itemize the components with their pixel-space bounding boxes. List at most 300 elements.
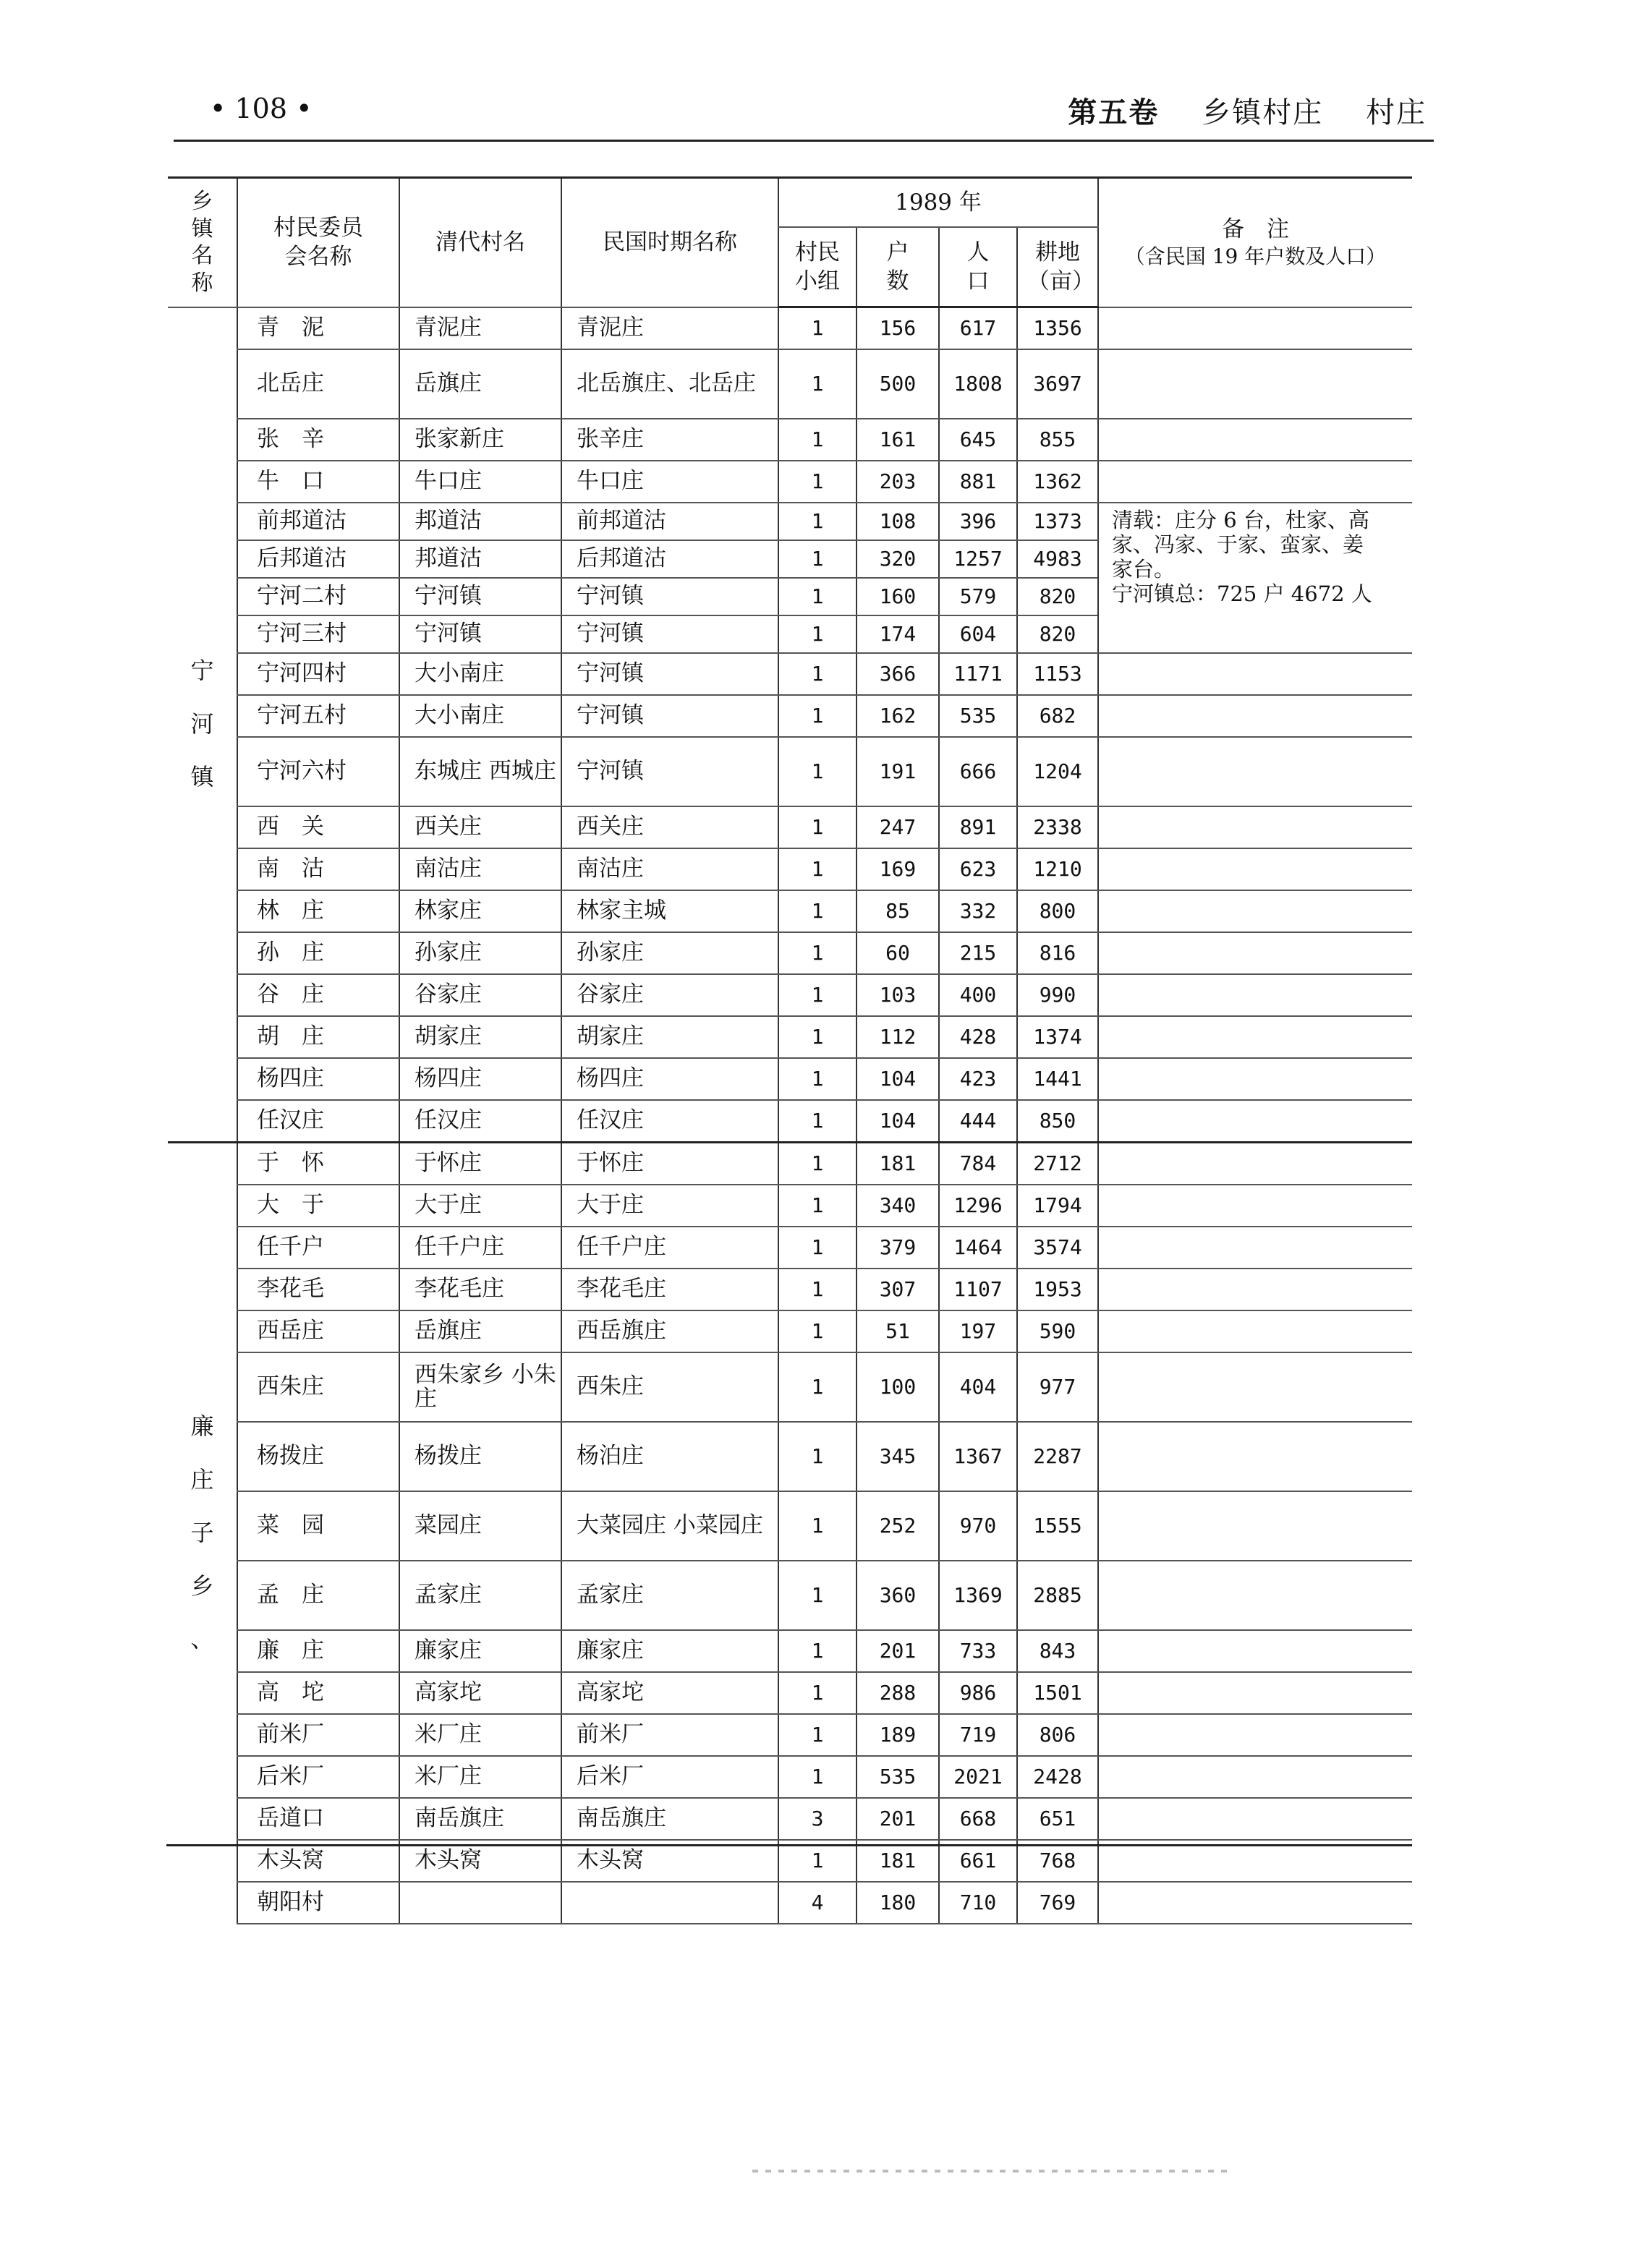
qing-name-cell: 孟家庄 bbox=[399, 1561, 561, 1630]
republic-name-cell: 西岳旗庄 bbox=[561, 1310, 778, 1352]
note-line: 家、冯家、于家、蛮家、姜 bbox=[1112, 532, 1364, 557]
households-cell: 161 bbox=[856, 419, 939, 461]
farmland-cell: 1362 bbox=[1017, 461, 1098, 503]
republic-name-cell: 孟家庄 bbox=[561, 1561, 778, 1630]
notes-cell bbox=[1098, 695, 1412, 737]
header-farmland bbox=[1017, 227, 1098, 307]
population-cell: 604 bbox=[939, 615, 1017, 653]
farmland-cell: 2338 bbox=[1017, 806, 1098, 848]
farmland-cell: 1794 bbox=[1017, 1185, 1098, 1227]
notes-cell bbox=[1098, 1227, 1412, 1269]
households-cell: 112 bbox=[856, 1016, 939, 1058]
qing-name-cell: 廉家庄 bbox=[399, 1630, 561, 1672]
notes-cell bbox=[1098, 653, 1412, 695]
farmland-cell: 1555 bbox=[1017, 1491, 1098, 1561]
groups-cell: 1 bbox=[778, 419, 856, 461]
notes-cell bbox=[1098, 1714, 1412, 1756]
republic-name-cell: 大菜园庄 小菜园庄 bbox=[561, 1491, 778, 1561]
table-row bbox=[168, 1630, 1412, 1672]
households-cell: 379 bbox=[856, 1227, 939, 1269]
qing-name-cell: 杨拨庄 bbox=[399, 1422, 561, 1491]
table-row bbox=[168, 1352, 1412, 1422]
farmland-cell: 2712 bbox=[1017, 1142, 1098, 1185]
qing-name-cell: 邦道沽 bbox=[399, 503, 561, 540]
header-year: 1989 年 bbox=[778, 178, 1098, 228]
note-line: 宁河镇总：725 户 4672 人 bbox=[1112, 581, 1372, 607]
farmland-cell: 843 bbox=[1017, 1630, 1098, 1672]
village-committee-cell: 宁河四村 bbox=[237, 653, 399, 695]
households-cell: 288 bbox=[856, 1672, 939, 1714]
township-name bbox=[168, 307, 237, 1143]
qing-name-cell: 米厂庄 bbox=[399, 1714, 561, 1756]
farmland-cell: 977 bbox=[1017, 1352, 1098, 1422]
village-committee-cell: 后米厂 bbox=[237, 1756, 399, 1798]
table-row bbox=[168, 307, 1412, 349]
qing-name-cell: 木头窝 bbox=[399, 1840, 561, 1882]
groups-cell: 1 bbox=[778, 848, 856, 890]
table-row bbox=[168, 974, 1412, 1016]
qing-name-cell: 任汉庄 bbox=[399, 1100, 561, 1143]
population-cell: 404 bbox=[939, 1352, 1017, 1422]
running-header bbox=[1068, 90, 1427, 131]
table-row bbox=[168, 1142, 1412, 1185]
table-row bbox=[168, 1714, 1412, 1756]
table-header bbox=[168, 178, 1412, 307]
farmland-cell: 850 bbox=[1017, 1100, 1098, 1143]
village-committee-cell: 西 关 bbox=[237, 806, 399, 848]
groups-cell: 1 bbox=[778, 349, 856, 419]
village-committee-cell: 任千户 bbox=[237, 1227, 399, 1269]
farmland-cell: 2885 bbox=[1017, 1561, 1098, 1630]
groups-cell: 1 bbox=[778, 974, 856, 1016]
farmland-cell: 1441 bbox=[1017, 1058, 1098, 1100]
township-char: 廉 bbox=[190, 1412, 214, 1441]
village-committee-cell: 高 坨 bbox=[237, 1672, 399, 1714]
groups-cell: 1 bbox=[778, 653, 856, 695]
header-farmland-text: 耕地（亩） bbox=[1027, 239, 1094, 294]
township-char: 、 bbox=[190, 1625, 214, 1653]
qing-name-cell: 宁河镇 bbox=[399, 578, 561, 615]
notes-cell bbox=[1098, 1016, 1412, 1058]
groups-cell: 1 bbox=[778, 1630, 856, 1672]
qing-name-cell: 孙家庄 bbox=[399, 932, 561, 974]
population-cell: 733 bbox=[939, 1630, 1017, 1672]
farmland-cell: 816 bbox=[1017, 932, 1098, 974]
village-committee-cell: 谷 庄 bbox=[237, 974, 399, 1016]
groups-cell: 3 bbox=[778, 1798, 856, 1840]
township-char: 宁 bbox=[190, 657, 214, 685]
groups-cell: 1 bbox=[778, 890, 856, 932]
village-committee-cell: 后邦道沽 bbox=[237, 540, 399, 578]
households-cell: 60 bbox=[856, 932, 939, 974]
notes-cell bbox=[1098, 1185, 1412, 1227]
population-cell: 1464 bbox=[939, 1227, 1017, 1269]
table-row bbox=[168, 1882, 1412, 1924]
qing-name-cell: 东城庄 西城庄 bbox=[399, 737, 561, 806]
households-cell: 169 bbox=[856, 848, 939, 890]
population-cell: 579 bbox=[939, 578, 1017, 615]
table-row bbox=[168, 806, 1412, 848]
farmland-cell: 1953 bbox=[1017, 1269, 1098, 1310]
groups-cell: 1 bbox=[778, 540, 856, 578]
farmland-cell: 1153 bbox=[1017, 653, 1098, 695]
farmland-cell: 2428 bbox=[1017, 1756, 1098, 1798]
qing-name-cell: 大于庄 bbox=[399, 1185, 561, 1227]
republic-name-cell: 南岳旗庄 bbox=[561, 1798, 778, 1840]
page-number: • 108 • bbox=[210, 93, 313, 124]
republic-name-cell bbox=[561, 1882, 778, 1924]
village-committee-cell: 宁河五村 bbox=[237, 695, 399, 737]
table-row bbox=[168, 848, 1412, 890]
groups-cell: 1 bbox=[778, 503, 856, 540]
note-line: 清载：庄分 6 台，杜家、高 bbox=[1112, 507, 1369, 532]
table-row bbox=[168, 1491, 1412, 1561]
farmland-cell: 3697 bbox=[1017, 349, 1098, 419]
farmland-cell: 769 bbox=[1017, 1882, 1098, 1924]
population-cell: 332 bbox=[939, 890, 1017, 932]
header-republic-name: 民国时期名称 bbox=[561, 178, 778, 307]
population-cell: 668 bbox=[939, 1798, 1017, 1840]
table-row bbox=[168, 653, 1412, 695]
population-cell: 215 bbox=[939, 932, 1017, 974]
republic-name-cell: 后邦道沽 bbox=[561, 540, 778, 578]
groups-cell: 1 bbox=[778, 1185, 856, 1227]
village-committee-cell: 孟 庄 bbox=[237, 1561, 399, 1630]
qing-name-cell bbox=[399, 1882, 561, 1924]
population-cell: 2021 bbox=[939, 1756, 1017, 1798]
village-committee-cell: 张 辛 bbox=[237, 419, 399, 461]
republic-name-cell: 后米厂 bbox=[561, 1756, 778, 1798]
table-row bbox=[168, 1185, 1412, 1227]
households-cell: 340 bbox=[856, 1185, 939, 1227]
households-cell: 180 bbox=[856, 1882, 939, 1924]
township-char: 乡 bbox=[190, 1572, 214, 1600]
farmland-cell: 855 bbox=[1017, 419, 1098, 461]
village-committee-cell: 林 庄 bbox=[237, 890, 399, 932]
groups-cell: 1 bbox=[778, 1714, 856, 1756]
population-cell: 891 bbox=[939, 806, 1017, 848]
table-row bbox=[168, 1672, 1412, 1714]
qing-name-cell: 南岳旗庄 bbox=[399, 1798, 561, 1840]
groups-cell: 1 bbox=[778, 1840, 856, 1882]
farmland-cell: 820 bbox=[1017, 615, 1098, 653]
republic-name-cell: 西关庄 bbox=[561, 806, 778, 848]
township-char: 河 bbox=[190, 709, 214, 738]
groups-cell: 1 bbox=[778, 307, 856, 349]
header-rule bbox=[174, 140, 1434, 142]
village-committee-cell: 岳道口 bbox=[237, 1798, 399, 1840]
header-notes bbox=[1098, 178, 1412, 307]
population-cell: 396 bbox=[939, 503, 1017, 540]
population-cell: 197 bbox=[939, 1310, 1017, 1352]
table-row bbox=[168, 503, 1412, 540]
farmland-cell: 806 bbox=[1017, 1714, 1098, 1756]
table-row bbox=[168, 1100, 1412, 1143]
village-committee-cell: 青 泥 bbox=[237, 307, 399, 349]
farmland-cell: 1373 bbox=[1017, 503, 1098, 540]
header-population bbox=[939, 227, 1017, 307]
notes-cell bbox=[1098, 419, 1412, 461]
republic-name-cell: 杨泊庄 bbox=[561, 1422, 778, 1491]
notes-cell bbox=[1098, 461, 1412, 503]
header-households bbox=[856, 227, 939, 307]
farmland-cell: 1374 bbox=[1017, 1016, 1098, 1058]
table-body bbox=[168, 307, 1412, 1924]
header-groups-text: 村民小组 bbox=[795, 239, 840, 294]
farmland-cell: 1204 bbox=[1017, 737, 1098, 806]
population-cell: 444 bbox=[939, 1100, 1017, 1143]
notes-cell bbox=[1098, 1422, 1412, 1491]
households-cell: 160 bbox=[856, 578, 939, 615]
notes-cell bbox=[1098, 1630, 1412, 1672]
republic-name-cell: 杨四庄 bbox=[561, 1058, 778, 1100]
notes-cell bbox=[1098, 1142, 1412, 1185]
households-cell: 252 bbox=[856, 1491, 939, 1561]
table-row bbox=[168, 419, 1412, 461]
township-char: 子 bbox=[190, 1519, 214, 1547]
population-cell: 617 bbox=[939, 307, 1017, 349]
population-cell: 428 bbox=[939, 1016, 1017, 1058]
republic-name-cell: 于怀庄 bbox=[561, 1142, 778, 1185]
village-committee-cell: 孙 庄 bbox=[237, 932, 399, 974]
republic-name-cell: 谷家庄 bbox=[561, 974, 778, 1016]
notes-cell bbox=[1098, 349, 1412, 419]
groups-cell: 1 bbox=[778, 1422, 856, 1491]
population-cell: 1257 bbox=[939, 540, 1017, 578]
households-cell: 320 bbox=[856, 540, 939, 578]
qing-name-cell: 宁河镇 bbox=[399, 615, 561, 653]
table-row bbox=[168, 1269, 1412, 1310]
header-groups bbox=[778, 227, 856, 307]
table-row bbox=[168, 932, 1412, 974]
republic-name-cell: 宁河镇 bbox=[561, 578, 778, 615]
farmland-cell: 590 bbox=[1017, 1310, 1098, 1352]
table-row bbox=[168, 1058, 1412, 1100]
header-village-committee-text: 村民委员会名称 bbox=[273, 214, 363, 270]
republic-name-cell: 任千户庄 bbox=[561, 1227, 778, 1269]
notes-cell bbox=[1098, 503, 1412, 653]
groups-cell: 1 bbox=[778, 1058, 856, 1100]
groups-cell: 1 bbox=[778, 1016, 856, 1058]
groups-cell: 1 bbox=[778, 1269, 856, 1310]
village-committee-cell: 廉 庄 bbox=[237, 1630, 399, 1672]
qing-name-cell: 李花毛庄 bbox=[399, 1269, 561, 1310]
republic-name-cell: 孙家庄 bbox=[561, 932, 778, 974]
population-cell: 710 bbox=[939, 1882, 1017, 1924]
table-bottom-rule bbox=[166, 1844, 1412, 1846]
population-cell: 986 bbox=[939, 1672, 1017, 1714]
qing-name-cell: 南沽庄 bbox=[399, 848, 561, 890]
republic-name-cell: 宁河镇 bbox=[561, 653, 778, 695]
table-row bbox=[168, 737, 1412, 806]
republic-name-cell: 张辛庄 bbox=[561, 419, 778, 461]
notes-cell bbox=[1098, 1310, 1412, 1352]
notes-cell bbox=[1098, 806, 1412, 848]
qing-name-cell: 高家坨 bbox=[399, 1672, 561, 1714]
topic-label: 村庄 bbox=[1366, 96, 1427, 129]
qing-name-cell: 米厂庄 bbox=[399, 1756, 561, 1798]
village-committee-cell: 菜 园 bbox=[237, 1491, 399, 1561]
farmland-cell: 682 bbox=[1017, 695, 1098, 737]
households-cell: 203 bbox=[856, 461, 939, 503]
households-cell: 360 bbox=[856, 1561, 939, 1630]
households-cell: 162 bbox=[856, 695, 939, 737]
table-row bbox=[168, 1756, 1412, 1798]
groups-cell: 1 bbox=[778, 806, 856, 848]
village-committee-cell: 前米厂 bbox=[237, 1714, 399, 1756]
households-cell: 500 bbox=[856, 349, 939, 419]
republic-name-cell: 青泥庄 bbox=[561, 307, 778, 349]
section-label: 乡镇村庄 bbox=[1202, 96, 1324, 129]
population-cell: 661 bbox=[939, 1840, 1017, 1882]
households-cell: 85 bbox=[856, 890, 939, 932]
header-township-text: 乡镇名称 bbox=[191, 189, 213, 296]
qing-name-cell: 张家新庄 bbox=[399, 419, 561, 461]
republic-name-cell: 木头窝 bbox=[561, 1840, 778, 1882]
village-committee-cell: 西岳庄 bbox=[237, 1310, 399, 1352]
groups-cell: 1 bbox=[778, 1561, 856, 1630]
table-row bbox=[168, 1798, 1412, 1840]
population-cell: 784 bbox=[939, 1142, 1017, 1185]
population-cell: 719 bbox=[939, 1714, 1017, 1756]
groups-cell: 1 bbox=[778, 695, 856, 737]
republic-name-cell: 牛口庄 bbox=[561, 461, 778, 503]
republic-name-cell: 宁河镇 bbox=[561, 737, 778, 806]
households-cell: 345 bbox=[856, 1422, 939, 1491]
groups-cell: 1 bbox=[778, 1142, 856, 1185]
farmland-cell: 800 bbox=[1017, 890, 1098, 932]
notes-cell bbox=[1098, 307, 1412, 349]
population-cell: 1171 bbox=[939, 653, 1017, 695]
table-row bbox=[168, 1422, 1412, 1491]
notes-cell bbox=[1098, 932, 1412, 974]
notes-cell bbox=[1098, 1352, 1412, 1422]
notes-cell bbox=[1098, 737, 1412, 806]
qing-name-cell: 岳旗庄 bbox=[399, 1310, 561, 1352]
groups-cell: 1 bbox=[778, 1672, 856, 1714]
groups-cell: 4 bbox=[778, 1882, 856, 1924]
qing-name-cell: 菜园庄 bbox=[399, 1491, 561, 1561]
households-cell: 174 bbox=[856, 615, 939, 653]
notes-cell bbox=[1098, 1882, 1412, 1924]
qing-name-cell: 胡家庄 bbox=[399, 1016, 561, 1058]
qing-name-cell: 牛口庄 bbox=[399, 461, 561, 503]
households-cell: 51 bbox=[856, 1310, 939, 1352]
population-cell: 1107 bbox=[939, 1269, 1017, 1310]
notes-cell bbox=[1098, 1100, 1412, 1143]
republic-name-cell: 西朱庄 bbox=[561, 1352, 778, 1422]
republic-name-cell: 宁河镇 bbox=[561, 695, 778, 737]
village-committee-cell: 宁河六村 bbox=[237, 737, 399, 806]
households-cell: 108 bbox=[856, 503, 939, 540]
population-cell: 623 bbox=[939, 848, 1017, 890]
republic-name-cell: 廉家庄 bbox=[561, 1630, 778, 1672]
township-name bbox=[168, 1142, 237, 1924]
header-population-text: 人口 bbox=[966, 239, 990, 294]
qing-name-cell: 岳旗庄 bbox=[399, 349, 561, 419]
republic-name-cell: 前邦道沽 bbox=[561, 503, 778, 540]
population-cell: 1367 bbox=[939, 1422, 1017, 1491]
header-village-committee bbox=[237, 178, 399, 307]
notes-cell bbox=[1098, 1058, 1412, 1100]
population-cell: 645 bbox=[939, 419, 1017, 461]
republic-name-cell: 前米厂 bbox=[561, 1714, 778, 1756]
table-row bbox=[168, 1227, 1412, 1269]
republic-name-cell: 北岳旗庄、北岳庄 bbox=[561, 349, 778, 419]
households-cell: 104 bbox=[856, 1058, 939, 1100]
village-table bbox=[168, 176, 1412, 1924]
village-committee-cell: 胡 庄 bbox=[237, 1016, 399, 1058]
table-row bbox=[168, 349, 1412, 419]
households-cell: 247 bbox=[856, 806, 939, 848]
farmland-cell: 768 bbox=[1017, 1840, 1098, 1882]
village-committee-cell: 宁河三村 bbox=[237, 615, 399, 653]
population-cell: 535 bbox=[939, 695, 1017, 737]
village-committee-cell: 于 怀 bbox=[237, 1142, 399, 1185]
village-committee-cell: 大 于 bbox=[237, 1185, 399, 1227]
households-cell: 156 bbox=[856, 307, 939, 349]
households-cell: 201 bbox=[856, 1630, 939, 1672]
qing-name-cell: 于怀庄 bbox=[399, 1142, 561, 1185]
population-cell: 970 bbox=[939, 1491, 1017, 1561]
households-cell: 181 bbox=[856, 1142, 939, 1185]
groups-cell: 1 bbox=[778, 461, 856, 503]
notes-cell bbox=[1098, 1491, 1412, 1561]
republic-name-cell: 南沽庄 bbox=[561, 848, 778, 890]
note-line: 家台。 bbox=[1112, 556, 1176, 581]
notes-cell bbox=[1098, 1756, 1412, 1798]
village-committee-cell: 木头窝 bbox=[237, 1840, 399, 1882]
table-row bbox=[168, 1016, 1412, 1058]
table-row bbox=[168, 1561, 1412, 1630]
table-row bbox=[168, 461, 1412, 503]
republic-name-cell: 任汉庄 bbox=[561, 1100, 778, 1143]
header-households-text: 户数 bbox=[886, 239, 909, 294]
groups-cell: 1 bbox=[778, 1491, 856, 1561]
population-cell: 666 bbox=[939, 737, 1017, 806]
township-char: 镇 bbox=[190, 763, 214, 791]
volume-label: 第五卷 bbox=[1068, 95, 1160, 129]
table-row bbox=[168, 695, 1412, 737]
households-cell: 181 bbox=[856, 1840, 939, 1882]
population-cell: 1296 bbox=[939, 1185, 1017, 1227]
header-notes-sub: （含民国 19 年户数及人口） bbox=[1124, 244, 1387, 269]
notes-cell bbox=[1098, 1269, 1412, 1310]
village-committee-cell: 任汉庄 bbox=[237, 1100, 399, 1143]
village-committee-cell: 李花毛 bbox=[237, 1269, 399, 1310]
households-cell: 535 bbox=[856, 1756, 939, 1798]
farmland-cell: 990 bbox=[1017, 974, 1098, 1016]
groups-cell: 1 bbox=[778, 578, 856, 615]
groups-cell: 1 bbox=[778, 615, 856, 653]
groups-cell: 1 bbox=[778, 1352, 856, 1422]
village-committee-cell: 宁河二村 bbox=[237, 578, 399, 615]
qing-name-cell: 青泥庄 bbox=[399, 307, 561, 349]
qing-name-cell: 邦道沽 bbox=[399, 540, 561, 578]
farmland-cell: 1356 bbox=[1017, 307, 1098, 349]
village-committee-cell: 前邦道沽 bbox=[237, 503, 399, 540]
village-committee-cell: 朝阳村 bbox=[237, 1882, 399, 1924]
qing-name-cell: 杨四庄 bbox=[399, 1058, 561, 1100]
households-cell: 201 bbox=[856, 1798, 939, 1840]
farmland-cell: 4983 bbox=[1017, 540, 1098, 578]
population-cell: 1808 bbox=[939, 349, 1017, 419]
village-committee-cell: 杨拨庄 bbox=[237, 1422, 399, 1491]
republic-name-cell: 大于庄 bbox=[561, 1185, 778, 1227]
qing-name-cell: 西关庄 bbox=[399, 806, 561, 848]
qing-name-cell: 林家庄 bbox=[399, 890, 561, 932]
republic-name-cell: 林家主城 bbox=[561, 890, 778, 932]
